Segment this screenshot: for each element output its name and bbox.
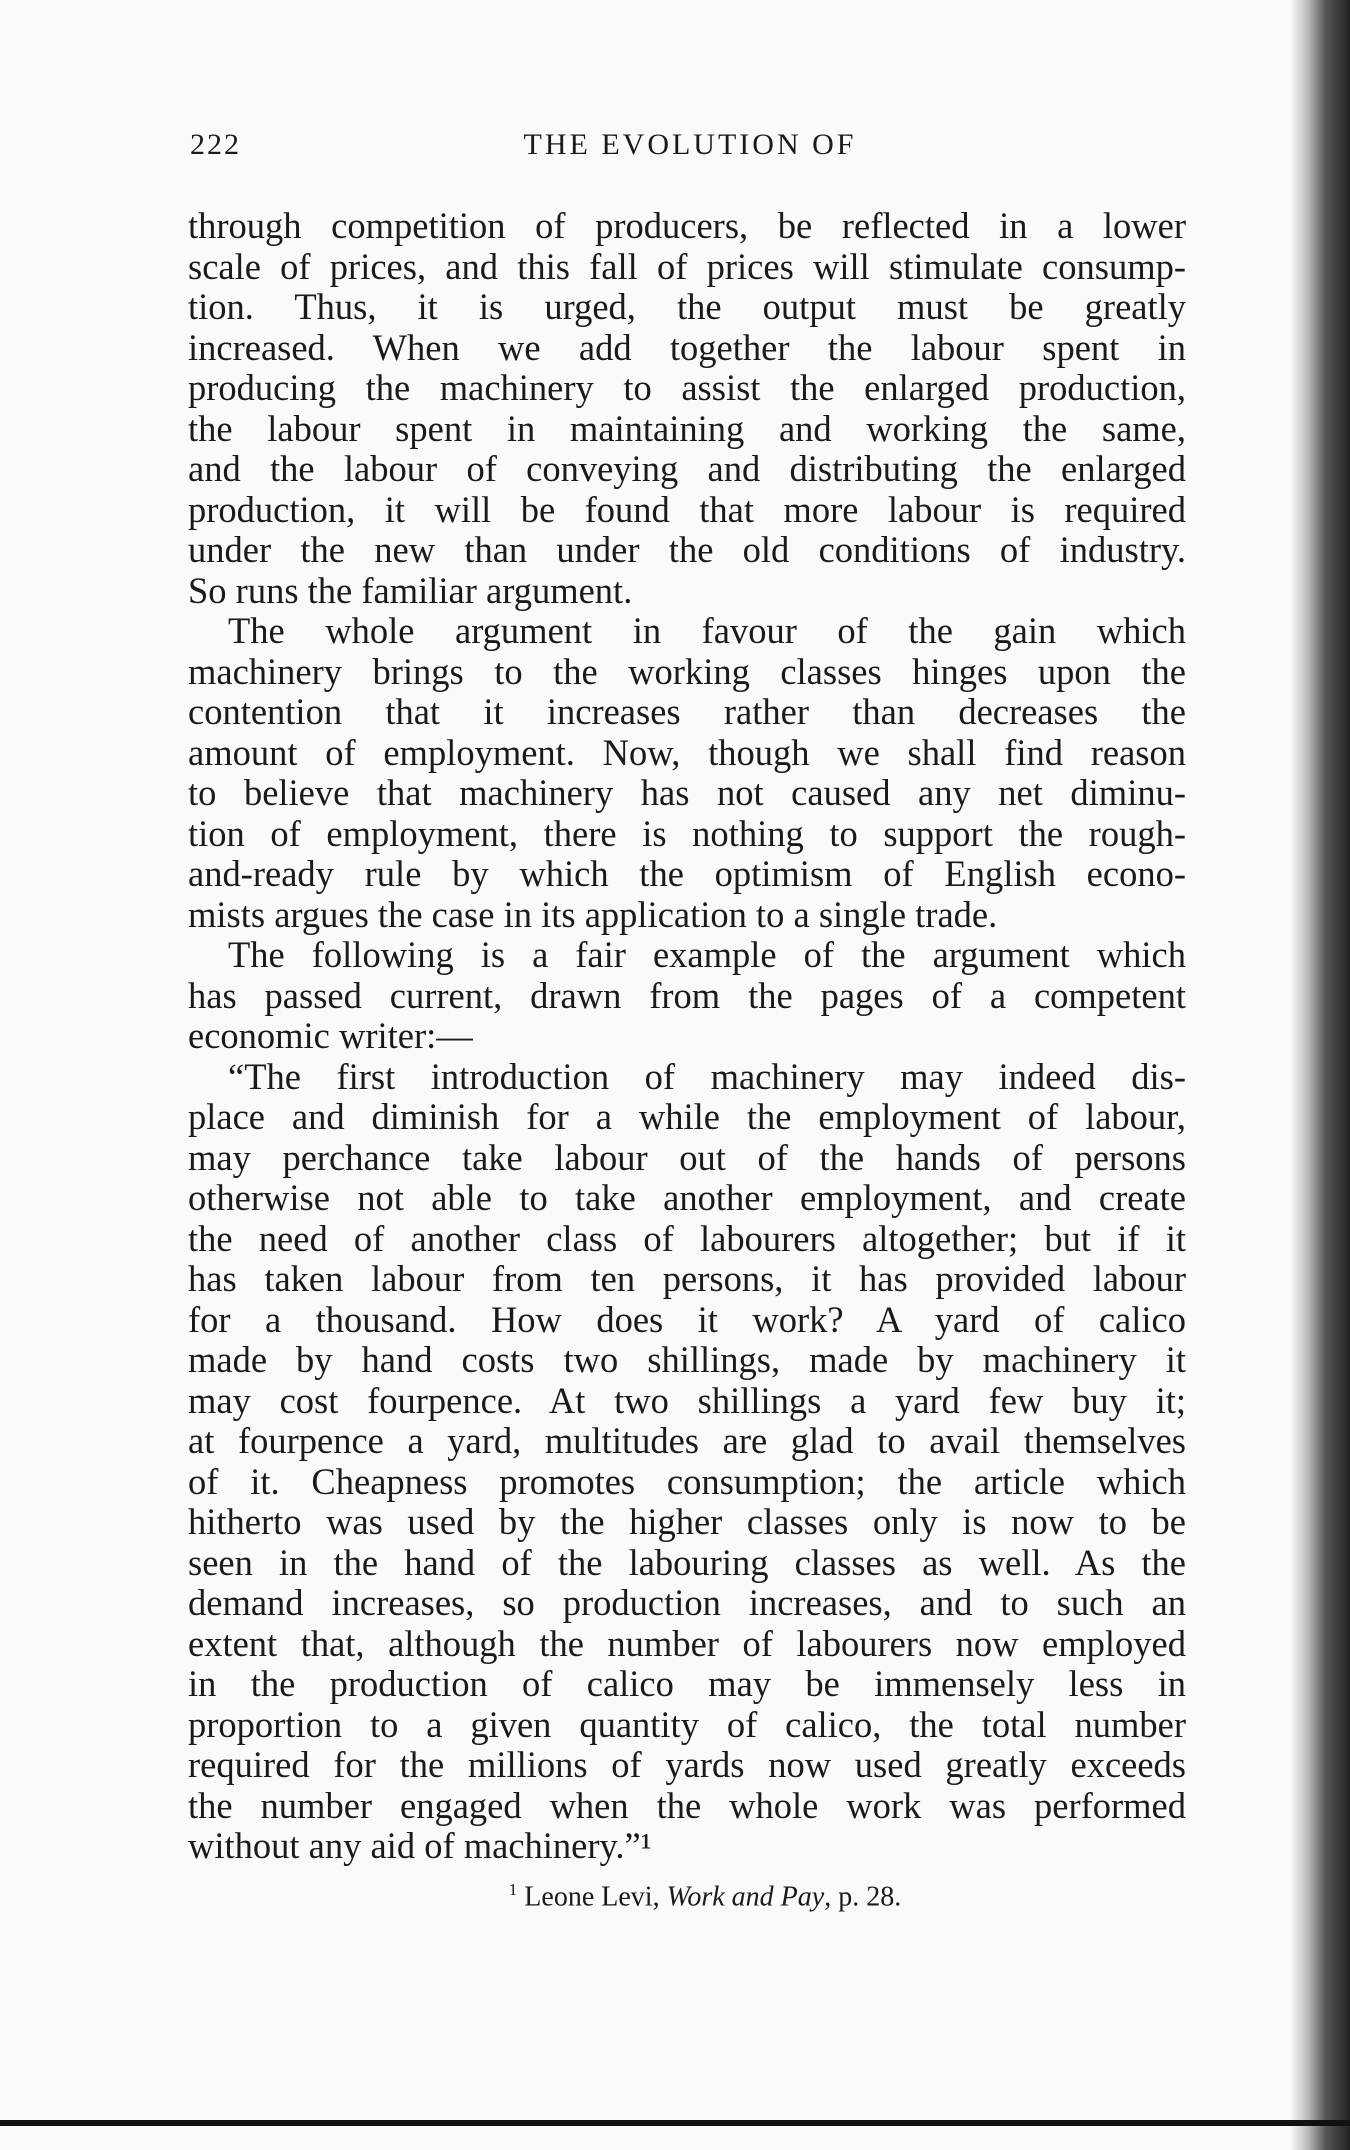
text-line: hitherto was used by the higher classes only is now to be: [188, 1501, 1186, 1542]
paragraph: [188, 935, 1186, 1057]
running-header: [190, 128, 1190, 172]
paragraph: [188, 611, 1186, 935]
footnote-page: , p. 28.: [824, 1881, 902, 1913]
text-line: required for the millions of yards now used greatly exceeds: [188, 1744, 1186, 1785]
text-line: increased. When we add together the labour spent in: [188, 326, 1186, 368]
text-line: production, it will be found that more labour is required: [188, 488, 1186, 530]
running-title: THE EVOLUTION OF: [523, 128, 857, 161]
text-line: under the new than under the old conditions of industry.: [188, 529, 1186, 570]
footnote-marker: 1: [508, 1880, 518, 1899]
text-line: tion. Thus, it is urged, the output must be greatly: [188, 286, 1186, 327]
text-line: So runs the familiar argument.: [188, 569, 633, 611]
text-line: contention that it increases rather than decreases the: [188, 691, 1186, 732]
footnote-title: Work and Pay: [666, 1881, 825, 1913]
text-line: extent that, although the number of labourers now employed: [188, 1622, 1186, 1664]
paragraph: [188, 206, 1186, 611]
text-line: the number engaged when the whole work was performed: [188, 1784, 1186, 1826]
text-line: mists argues the case in its application to a single trade.: [188, 893, 998, 935]
text-line: producing the machinery to assist the enlarged production,: [188, 367, 1186, 408]
text-line: and the labour of conveying and distributing the enlarged: [188, 448, 1186, 489]
text-line: to believe that machinery has not caused any net diminu-: [188, 772, 1186, 813]
text-line: and-ready rule by which the optimism of English econo-: [188, 853, 1186, 894]
text-line: place and diminish for a while the employment of labour,: [188, 1096, 1186, 1137]
text-line: of it. Cheapness promotes consumption; the article which: [188, 1460, 1186, 1502]
text-line: economic writer:—: [188, 1015, 473, 1056]
footnote-author: Leone Levi,: [524, 1881, 667, 1913]
text-line: the need of another class of labourers altogether; but if it: [188, 1217, 1186, 1259]
text-line: The whole argument in favour of the gain which: [228, 610, 1186, 651]
text-line: proportion to a given quantity of calico, the total number: [188, 1703, 1186, 1745]
text-line: for a thousand. How does it work? A yard of calico: [188, 1298, 1186, 1340]
footnote: [0, 1880, 1350, 1913]
text-line: may cost fourpence. At two shillings a yard few buy it;: [188, 1379, 1186, 1421]
text-line: otherwise not able to take another employment, and create: [188, 1177, 1186, 1218]
text-line: scale of prices, and this fall of prices will stimulate consump-: [188, 245, 1186, 287]
paragraph: [188, 1057, 1186, 1867]
text-line: without any aid of machinery.”¹: [188, 1825, 652, 1866]
text-line: in the production of calico may be immensely less in: [188, 1663, 1186, 1704]
text-line: at fourpence a yard, multitudes are glad to avail themselves: [188, 1420, 1186, 1461]
text-line: machinery brings to the working classes hinges upon the: [188, 650, 1186, 692]
text-line: through competition of producers, be reflected in a lower: [188, 205, 1186, 246]
text-line: may perchance take labour out of the hands of persons: [188, 1136, 1186, 1178]
page-number: 222: [190, 128, 241, 161]
text-line: the labour spent in maintaining and working the same,: [188, 407, 1186, 449]
scan-bottom-edge: [0, 2120, 1350, 2126]
text-line: seen in the hand of the labouring classes as well. As the: [188, 1541, 1186, 1583]
text-line: demand increases, so production increases, and to such an: [188, 1582, 1186, 1623]
body-text: [188, 206, 1186, 1867]
text-line: The following is a fair example of the argument which: [228, 934, 1186, 975]
text-line: tion of employment, there is nothing to support the rough-: [188, 812, 1186, 854]
text-line: amount of employment. Now, though we shall find reason: [188, 731, 1186, 773]
scan-edge-shadow: [1290, 0, 1350, 2150]
text-line: has passed current, drawn from the pages of a competent: [188, 974, 1186, 1016]
text-line: made by hand costs two shillings, made by machinery it: [188, 1339, 1186, 1380]
text-line: “The first introduction of machinery may indeed dis-: [228, 1055, 1186, 1097]
text-line: has taken labour from ten persons, it has provided labour: [188, 1258, 1186, 1299]
